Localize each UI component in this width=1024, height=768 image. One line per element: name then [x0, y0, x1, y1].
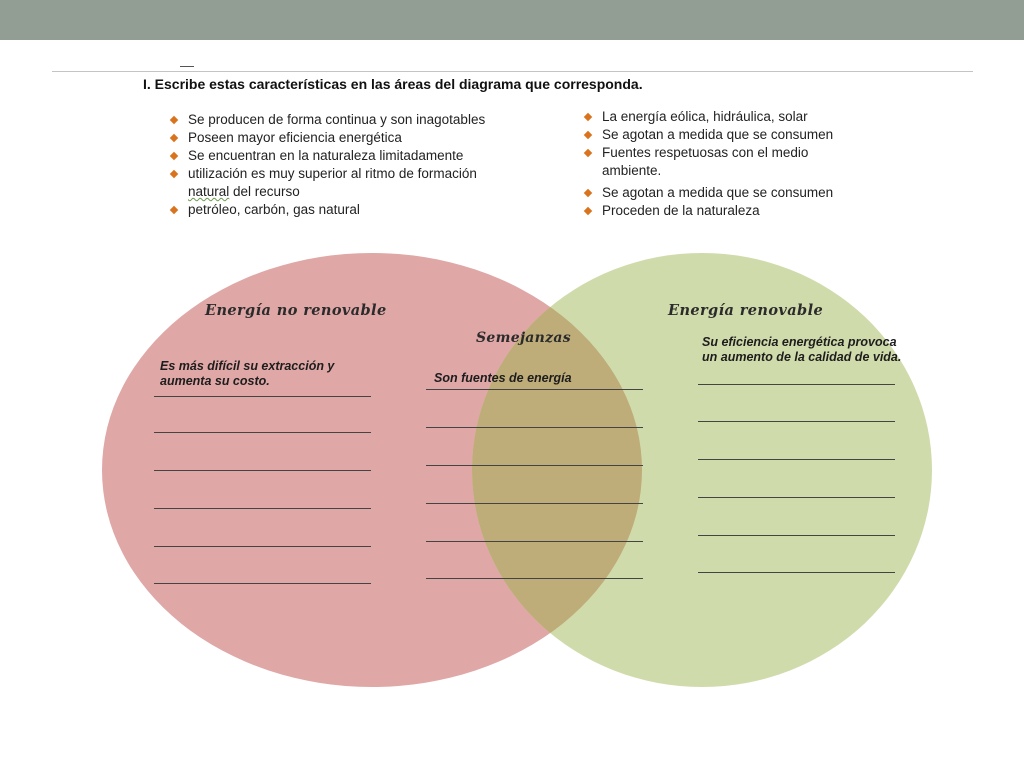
answer-blank-line[interactable] [698, 535, 895, 536]
answer-blank-line[interactable] [698, 572, 895, 573]
answer-blank-line[interactable] [426, 427, 643, 428]
answer-blank-line[interactable] [154, 583, 371, 584]
answer-blank-line[interactable] [426, 465, 643, 466]
list-item: petróleo, carbón, gas natural [167, 201, 567, 219]
answer-blank-line[interactable] [426, 541, 643, 542]
similarities-answer: Son fuentes de energía [434, 371, 572, 385]
instruction-title: I. Escribe estas características en las áreas del diagrama que corresponda. [143, 76, 643, 92]
non-renewable-answer: Es más difícil su extracción y aumenta su costo. [160, 359, 335, 388]
list-item-continuation-prefix: natural [188, 184, 230, 199]
list-item: Se producen de forma continua y son inagotables [167, 111, 567, 129]
non-renewable-heading: Energía no renovable [205, 302, 387, 319]
list-item: La energía eólica, hidráulica, solar [581, 108, 881, 126]
list-item: Se agotan a medida que se consumen [581, 184, 881, 202]
answer-blank-line[interactable] [154, 396, 371, 397]
answer-blank-line[interactable] [698, 384, 895, 385]
answer-blank-line[interactable] [154, 546, 371, 547]
list-item: Proceden de la naturaleza [581, 202, 881, 220]
answer-blank-line[interactable] [426, 578, 643, 579]
list-item: Se encuentran en la naturaleza limitadamente [167, 147, 567, 165]
answer-blank-line[interactable] [698, 497, 895, 498]
renewable-heading: Energía renovable [668, 302, 824, 319]
list-item-continuation: ambiente. [602, 163, 662, 178]
renewable-answer: Su eficiencia energética provoca un aumento de la calidad de vida. [702, 335, 902, 364]
list-item: Fuentes respetuosas con el medio ambiente. [581, 144, 881, 180]
list-item: utilización es muy superior al ritmo de formación natural del recurso [167, 165, 567, 201]
answer-blank-line[interactable] [154, 432, 371, 433]
similarities-heading: Semejanzas [476, 330, 571, 346]
answer-blank-line[interactable] [154, 470, 371, 471]
list-item: Se agotan a medida que se consumen [581, 126, 881, 144]
answer-blank-line[interactable] [426, 503, 643, 504]
list-item: Poseen mayor eficiencia energética [167, 129, 567, 147]
answer-blank-line[interactable] [154, 508, 371, 509]
answer-blank-line[interactable] [426, 389, 643, 390]
list-item-continuation: del recurso [229, 184, 300, 199]
answer-blank-line[interactable] [698, 459, 895, 460]
answer-blank-line[interactable] [698, 421, 895, 422]
